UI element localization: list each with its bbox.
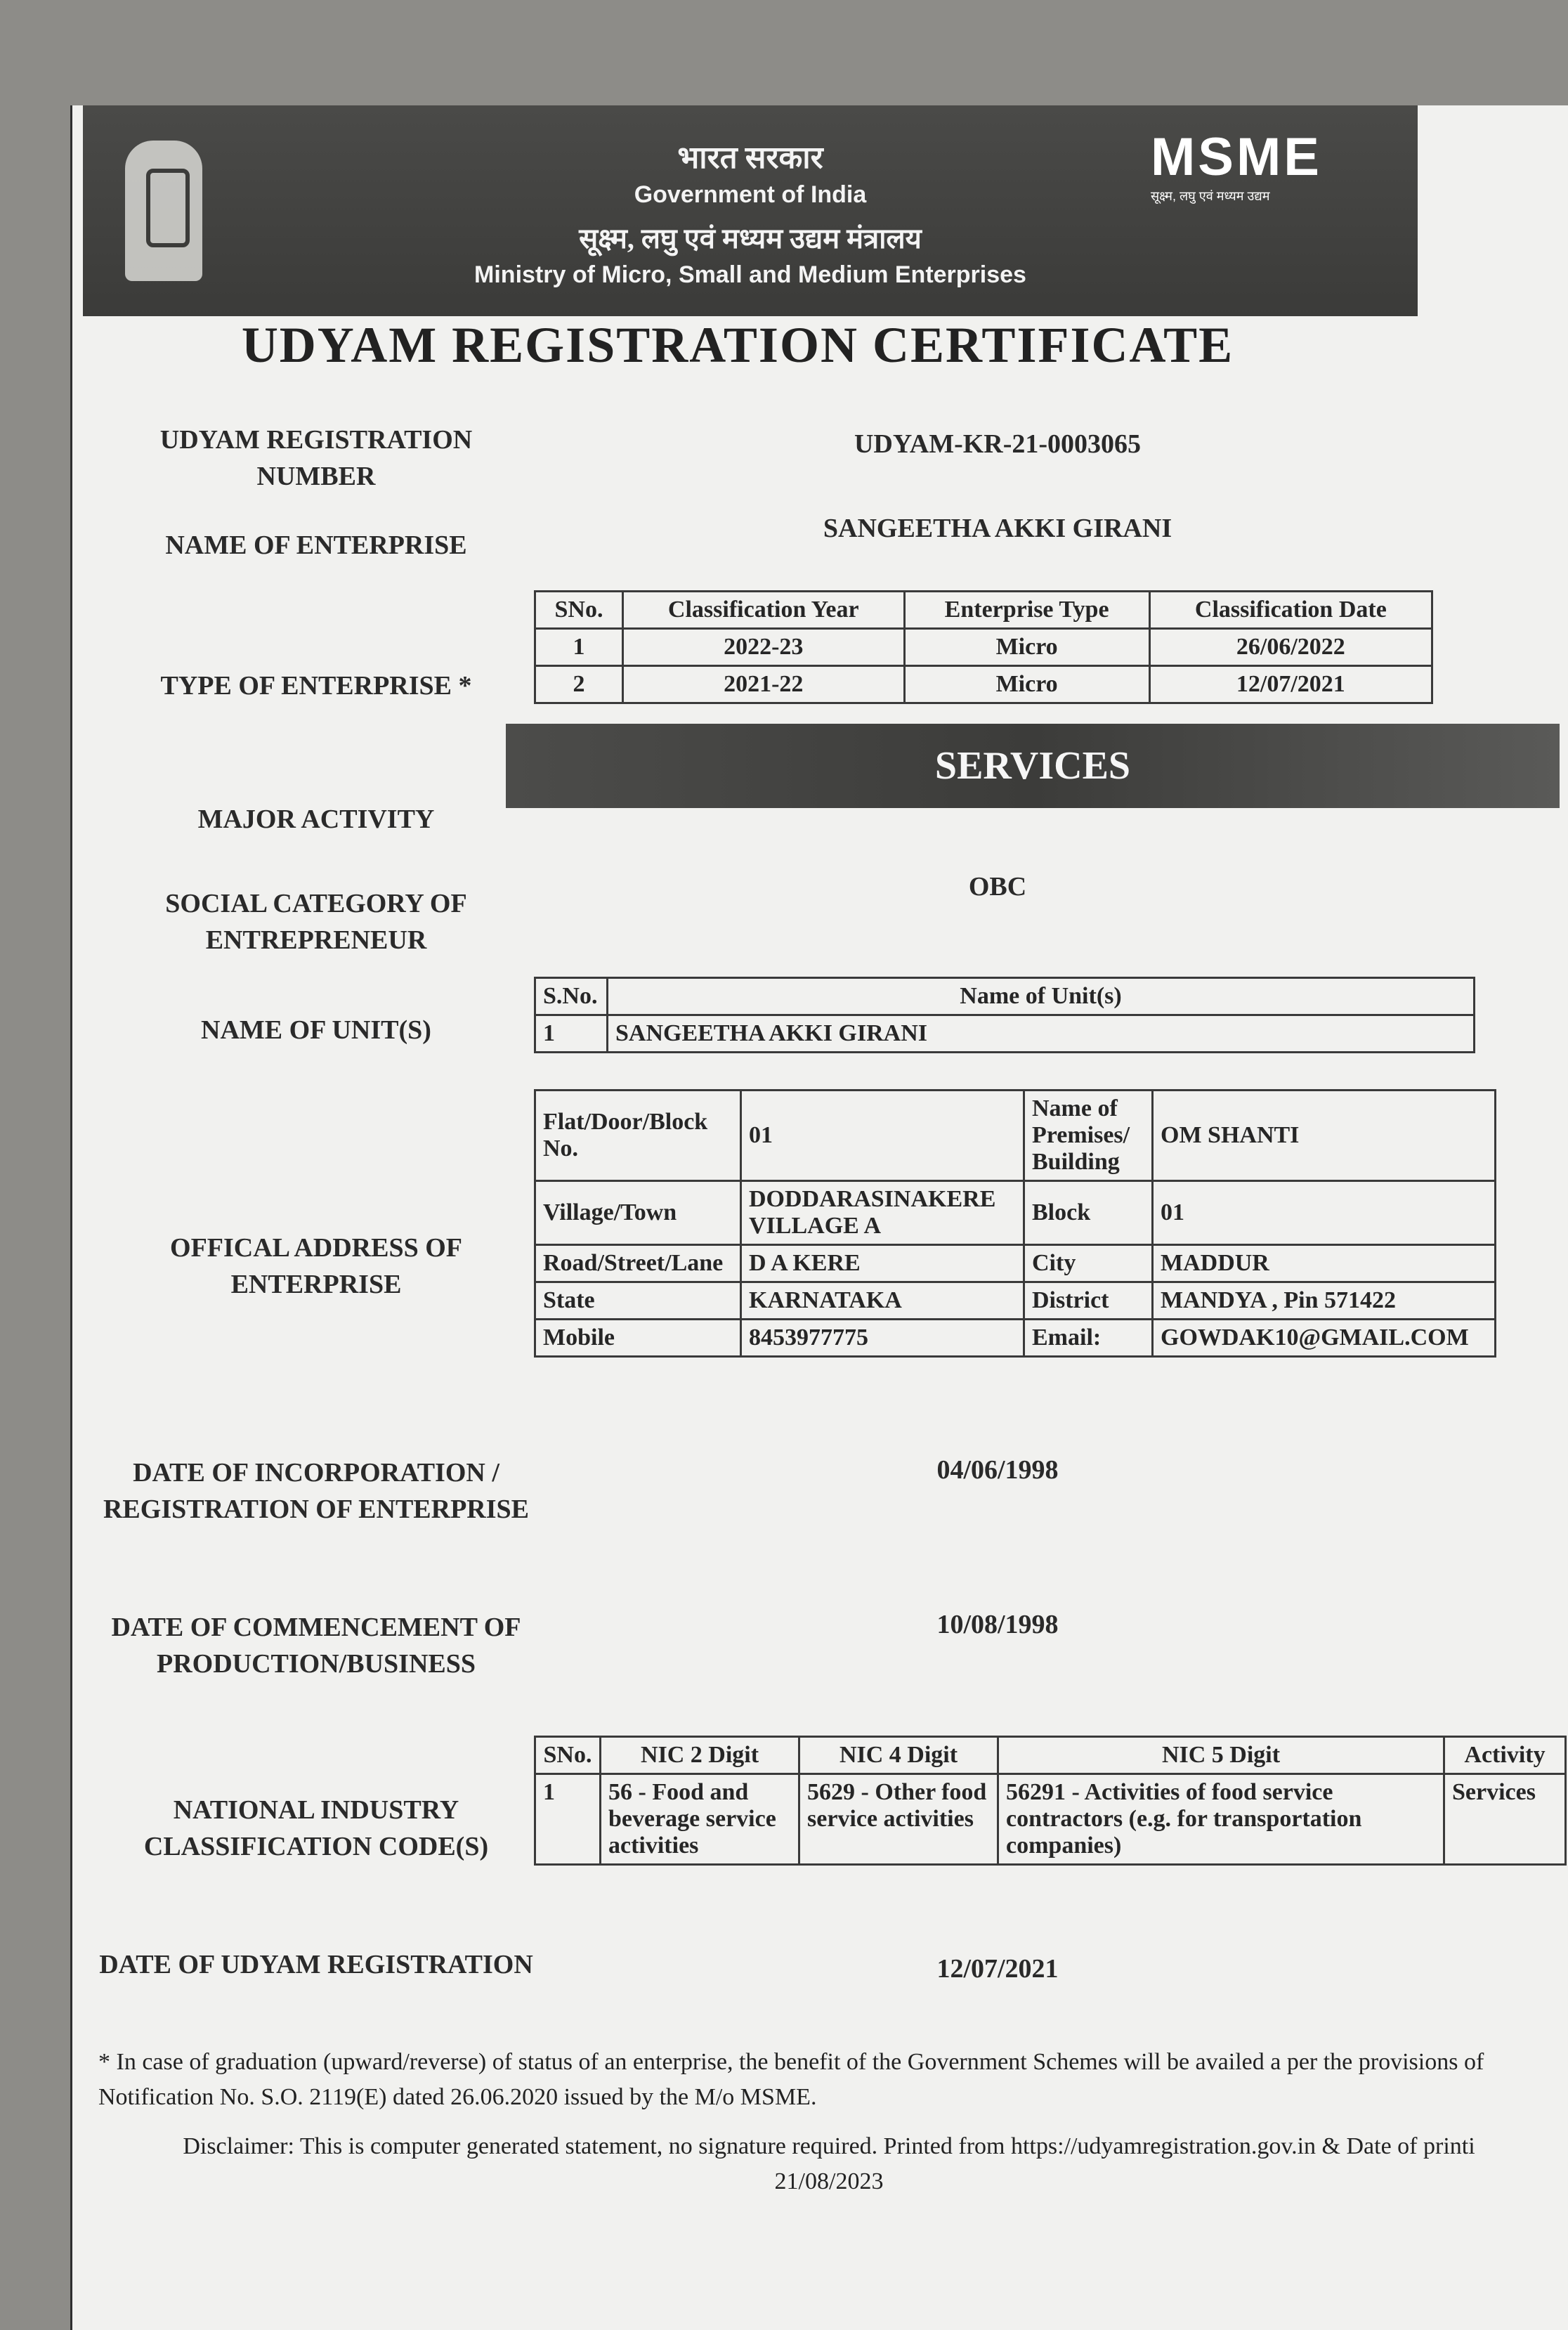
state-label: State	[535, 1282, 741, 1320]
table-row	[535, 666, 1432, 703]
commencement-date-label: DATE OF COMMENCEMENT OF PRODUCTION/BUSINESS	[111, 1613, 521, 1679]
table-header-cell: Enterprise Type	[904, 592, 1149, 629]
table-row	[535, 1245, 1496, 1282]
table-header-cell: Classification Date	[1149, 592, 1432, 629]
table-cell: Micro	[904, 666, 1149, 703]
table-cell: 12/07/2021	[1149, 666, 1432, 703]
flat-label: Flat/Door/Block No.	[535, 1091, 741, 1181]
email-label: Email:	[1024, 1320, 1153, 1357]
road-label: Road/Street/Lane	[535, 1245, 741, 1282]
city-label: City	[1024, 1245, 1153, 1282]
certificate-title: UDYAM REGISTRATION CERTIFICATE	[241, 317, 1234, 373]
premises-value: OM SHANTI	[1153, 1091, 1496, 1181]
block-label: Block	[1024, 1181, 1153, 1245]
commencement-date-value: 10/08/1998	[936, 1610, 1059, 1639]
mobile-label: Mobile	[535, 1320, 741, 1357]
table-row	[535, 1015, 1475, 1053]
table-header-cell: NIC 4 Digit	[799, 1737, 998, 1774]
enterprise-name-value: SANGEETHA AKKI GIRANI	[823, 514, 1172, 543]
table-cell: 56 - Food and beverage service activities	[601, 1774, 799, 1865]
disclaimer	[84, 2129, 1568, 2199]
table-row	[535, 1181, 1496, 1245]
reg-no-label: UDYAM REGISTRATION NUMBER	[159, 425, 473, 491]
city-value: MADDUR	[1153, 1245, 1496, 1282]
address-label: OFFICAL ADDRESS OF ENTERPRISE	[170, 1233, 462, 1299]
table-cell: 56291 - Activities of food service contractors (e.g. for transportation companies)	[998, 1774, 1444, 1865]
flat-value: 01	[741, 1091, 1024, 1181]
udyam-date-value: 12/07/2021	[936, 1954, 1059, 1984]
table-row	[535, 1320, 1496, 1357]
table-header-cell: SNo.	[535, 1737, 601, 1774]
table-cell: Services	[1444, 1774, 1566, 1865]
mobile-value: 8453977775	[741, 1320, 1024, 1357]
header-hindi-gov: भारत सरकार	[677, 141, 823, 175]
government-header	[83, 105, 1418, 316]
nic-codes-label: NATIONAL INDUSTRY CLASSIFICATION CODE(S)	[143, 1795, 489, 1861]
page-border	[70, 105, 72, 2330]
header-gov: Government of India	[634, 181, 867, 208]
road-value: D A KERE	[741, 1245, 1024, 1282]
units-label: NAME OF UNIT(S)	[201, 1015, 431, 1045]
table-header-row	[535, 592, 1432, 629]
table-header-cell: Activity	[1444, 1737, 1566, 1774]
enterprise-name-label: NAME OF ENTERPRISE	[165, 531, 467, 560]
premises-label: Name of Premises/ Building	[1024, 1091, 1153, 1181]
disclaimer-text: Disclaimer: This is computer generated statement, no signature required. Printed from https://udyamregistration.gov.in & Date of printi	[183, 2133, 1475, 2159]
table-cell: 2022-23	[623, 629, 905, 666]
district-label: District	[1024, 1282, 1153, 1320]
table-header-row	[535, 1737, 1566, 1774]
table-row	[535, 1282, 1496, 1320]
table-cell: 1	[535, 1774, 601, 1865]
table-cell: 5629 - Other food service activities	[799, 1774, 998, 1865]
table-header-cell: SNo.	[535, 592, 623, 629]
enterprise-type-label: TYPE OF ENTERPRISE *	[160, 671, 472, 701]
footnote: * In case of graduation (upward/reverse) of status of an enterprise, the benefit of the Government Schemes will be availed a per the provisions of Notification No. S.O. 2119(E) dated 26.06.2020 issued by the M/o MSME.	[98, 2049, 1484, 2110]
enterprise-type-table	[534, 590, 1433, 704]
msme-logo-subtext: सूक्ष्म, लघु एवं मध्यम उद्यम	[1151, 189, 1270, 203]
msme-logo	[1151, 126, 1361, 211]
header-hindi-ministry: सूक्ष्म, लघु एवं मध्यम उद्यम मंत्रालय	[579, 223, 922, 254]
village-value: DODDARASINAKERE VILLAGE A	[741, 1181, 1024, 1245]
reg-no-value: UDYAM-KR-21-0003065	[854, 429, 1142, 459]
table-row	[535, 629, 1432, 666]
address-table	[534, 1089, 1496, 1358]
social-category-value: OBC	[968, 872, 1027, 902]
table-cell: 2	[535, 666, 623, 703]
major-activity-value: SERVICES	[506, 724, 1560, 808]
table-cell: 2021-22	[623, 666, 905, 703]
table-cell: SANGEETHA AKKI GIRANI	[608, 1015, 1475, 1053]
nic-codes-table	[534, 1736, 1567, 1866]
email-value: GOWDAK10@GMAIL.COM	[1153, 1320, 1496, 1357]
units-table	[534, 977, 1475, 1053]
table-cell: 1	[535, 629, 623, 666]
major-activity-label: MAJOR ACTIVITY	[197, 805, 435, 834]
certificate-page	[70, 105, 1568, 2330]
social-category-label: SOCIAL CATEGORY OF ENTREPRENEUR	[165, 889, 467, 955]
table-header-cell: S.No.	[535, 978, 608, 1015]
incorporation-date-label: DATE OF INCORPORATION / REGISTRATION OF ENTERPRISE	[103, 1458, 529, 1524]
udyam-date-label: DATE OF UDYAM REGISTRATION	[99, 1950, 533, 1979]
table-row	[535, 1091, 1496, 1181]
table-header-cell: Classification Year	[623, 592, 905, 629]
table-cell: 26/06/2022	[1149, 629, 1432, 666]
table-header-row	[535, 978, 1475, 1015]
table-cell: 1	[535, 1015, 608, 1053]
msme-logo-text: MSME	[1151, 127, 1322, 187]
incorporation-date-value: 04/06/1998	[936, 1455, 1059, 1485]
block-value: 01	[1153, 1181, 1496, 1245]
table-row	[535, 1774, 1566, 1865]
table-header-cell: NIC 5 Digit	[998, 1737, 1444, 1774]
table-header-cell: NIC 2 Digit	[601, 1737, 799, 1774]
state-value: KARNATAKA	[741, 1282, 1024, 1320]
district-value: MANDYA , Pin 571422	[1153, 1282, 1496, 1320]
table-cell: Micro	[904, 629, 1149, 666]
village-label: Village/Town	[535, 1181, 741, 1245]
print-date: 21/08/2023	[774, 2168, 884, 2194]
header-ministry: Ministry of Micro, Small and Medium Enterprises	[474, 261, 1026, 288]
table-header-cell: Name of Unit(s)	[608, 978, 1475, 1015]
